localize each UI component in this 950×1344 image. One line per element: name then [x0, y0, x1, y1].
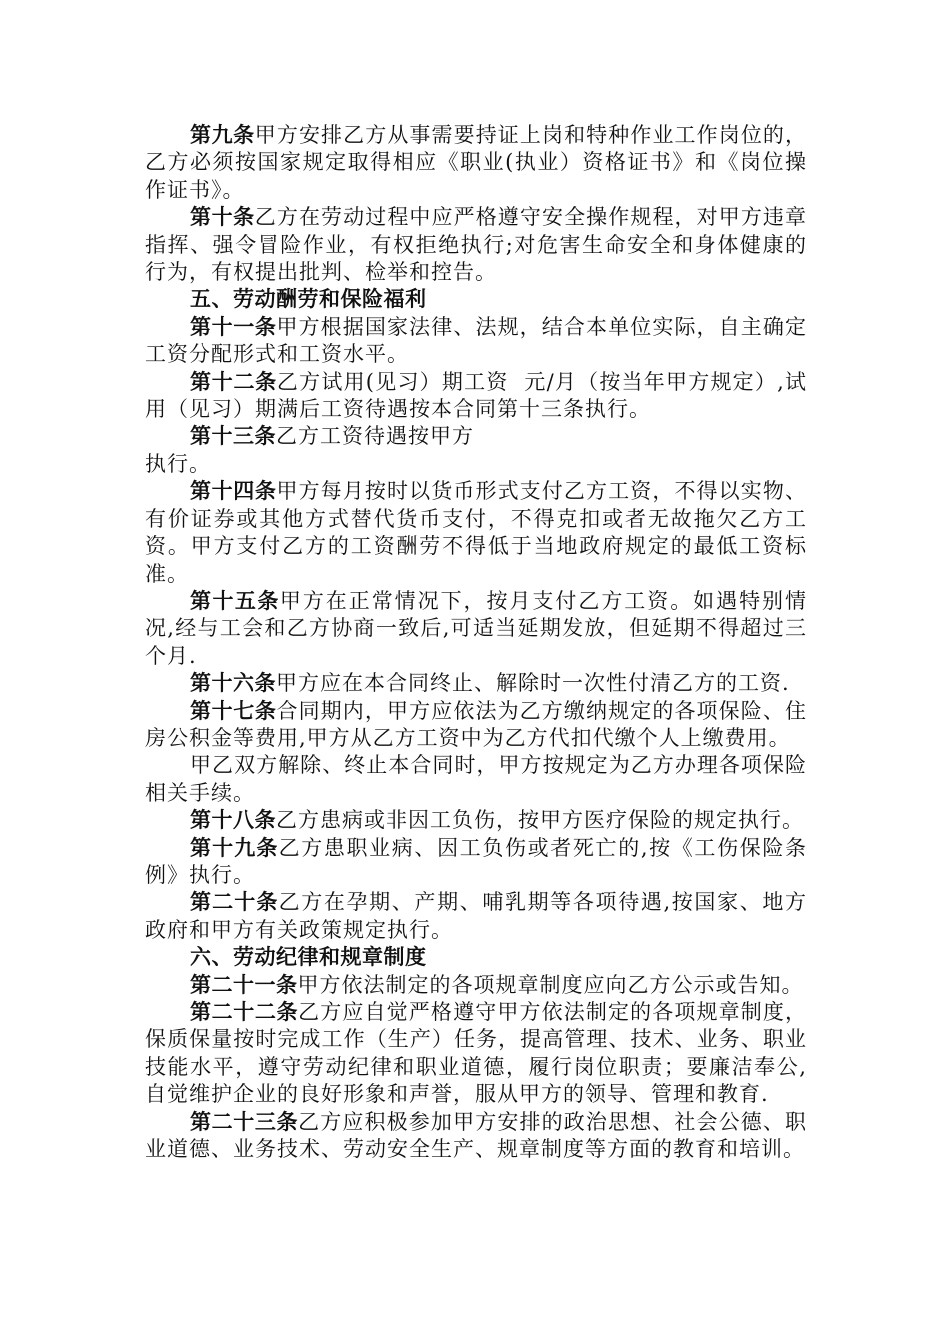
article-text: 甲方依法制定的各项规章制度应向乙方公示或告知。 — [297, 972, 804, 997]
article-16 — [145, 670, 807, 697]
article-label: 第十五条 — [190, 588, 280, 613]
article-label: 第十一条 — [190, 314, 277, 339]
article-text: 乙方应自觉严格遵守甲方依法制定的各项规章制度，保质保量按时完成工作（生产）任务，提高管理、技术、业务、职业技能水平，遵守劳动纪律和职业道德，履行岗位职责；要廉洁奉公,自觉维护企业的良好形象和声誉，服从甲方的领导、管理和教育. — [145, 1000, 808, 1107]
article-13 — [145, 423, 807, 450]
article-label: 第十八条 — [190, 808, 276, 833]
article-label: 第二十条 — [190, 890, 279, 915]
article-13-continuation: 执行。 — [145, 451, 211, 476]
section-heading-6: 六、劳动纪律和规章制度 — [190, 945, 427, 970]
article-label: 第十六条 — [190, 671, 276, 696]
article-19 — [145, 835, 807, 890]
article-10 — [145, 204, 807, 286]
article-15 — [145, 588, 807, 670]
document-body — [145, 122, 807, 1163]
article-label: 第十二条 — [190, 369, 277, 394]
article-label: 第二十二条 — [190, 1000, 299, 1024]
article-text: 甲方安排乙方从事需要持证上岗和特种作业工作岗位的，乙方必须按国家规定取得相应《职业(执业）资格证书》和《岗位操作证书》。 — [145, 123, 808, 202]
article-label: 第二十一条 — [190, 972, 298, 997]
article-text: 乙方工资待遇按甲方 — [276, 424, 474, 449]
article-text: 合同期内，甲方应依法为乙方缴纳规定的各项保险、住房公积金等费用,甲方从乙方工资中为乙方代扣代缴个人上缴费用。 — [145, 698, 808, 750]
article-text: 乙方在劳动过程中应严格遵守安全操作规程，对甲方违章指挥、强令冒险作业，有权拒绝执行;对危害生命安全和身体健康的行为，有权提出批判、检举和控告。 — [145, 205, 808, 285]
article-20 — [145, 889, 807, 944]
article-text: 乙方在孕期、产期、哺乳期等各项待遇,按国家、地方政府和甲方有关政策规定执行。 — [145, 890, 807, 942]
article-14 — [145, 478, 807, 588]
article-text: 甲方每月按时以货币形式支付乙方工资，不得以实物、有价证券或其他方式替代货币支付，不得克扣或者无故拖欠乙方工资。甲方支付乙方的工资酬劳不得低于当地政府规定的最低工资标准。 — [145, 479, 808, 586]
article-21 — [145, 972, 807, 999]
article-text: 乙方试用(见习）期工资 元/月（按当年甲方规定）,试用（见习）期满后工资待遇按本合同第十三条执行。 — [145, 369, 808, 422]
article-22 — [145, 999, 807, 1109]
article-12 — [145, 369, 807, 424]
article-label: 第十九条 — [190, 835, 279, 860]
article-label: 第九条 — [190, 123, 255, 147]
article-23 — [145, 1109, 807, 1164]
article-11 — [145, 314, 807, 369]
article-label: 第二十三条 — [190, 1109, 299, 1134]
article-17-extra: 甲乙双方解除、终止本合同时，甲方按规定为乙方办理各项保险相关手续。 — [145, 753, 807, 805]
article-text: 乙方应积极参加甲方安排的政治思想、社会公德、职业道德、业务技术、劳动安全生产、规章制度等方面的教育和培训。 — [145, 1109, 808, 1162]
article-17 — [145, 698, 807, 753]
article-label: 第十条 — [190, 205, 255, 230]
section-heading-5: 五、劳动酬劳和保险福利 — [190, 287, 427, 312]
article-text: 甲方在正常情况下，按月支付乙方工资。如遇特别情况,经与工会和乙方协商一致后,可适当延期发放，但延期不得超过三个月. — [145, 588, 808, 668]
article-18 — [145, 807, 807, 834]
article-text: 乙方患职业病、因工负伤或者死亡的,按《工伤保险条例》执行。 — [145, 835, 807, 887]
article-text: 甲方根据国家法律、法规，结合本单位实际，自主确定工资分配形式和工资水平。 — [145, 314, 808, 367]
article-text: 乙方患病或非因工负伤，按甲方医疗保险的规定执行。 — [276, 808, 804, 833]
article-label: 第十七条 — [190, 698, 277, 723]
article-9 — [145, 122, 807, 204]
article-label: 第十四条 — [190, 479, 277, 504]
article-text: 甲方应在本合同终止、解除时一次性付清乙方的工资. — [276, 671, 790, 696]
article-label: 第十三条 — [190, 424, 276, 449]
